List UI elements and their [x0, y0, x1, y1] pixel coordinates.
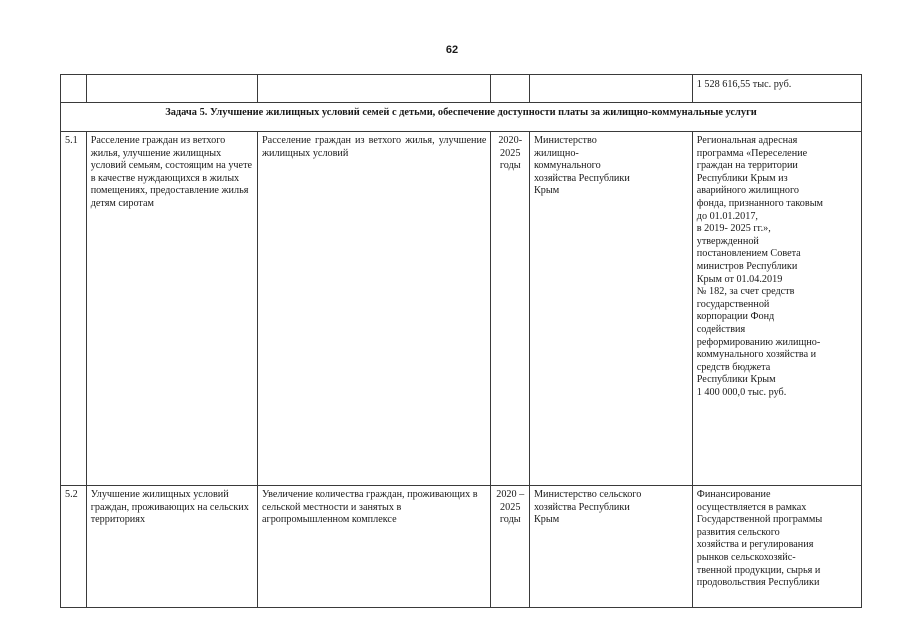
expected-result: Увеличение количества граждан, проживающих в сельской местности и занятых в агропромышленном комплексе — [258, 486, 491, 608]
cell-result — [258, 75, 491, 103]
funding-source: Региональная адресная программа «Переселение граждан на территории Республики Крым из аварийного жилищного фонда, признанного таковым до 01.01.2017, в 2019- 2025 гг.», утвержденной постановлением Совета министров Республики Крым от 01.04.2019 № 182, за счет средств государственной корпорации Фонд содействия реформированию жилищно- коммунального хозяйства и средств бюджета Республики Крым 1 400 000,0 тыс. руб. — [692, 132, 861, 486]
task-5-title: Задача 5. Улучшение жилищных условий семей с детьми, обеспечение доступности платы за жилищно-коммунальные услуги — [61, 103, 862, 132]
table-row — [61, 132, 862, 486]
row-number: 5.2 — [61, 486, 87, 608]
row-number: 5.1 — [61, 132, 87, 486]
measures-table — [60, 74, 862, 608]
table-row — [61, 486, 862, 608]
measure-name: Расселение граждан из ветхого жилья, улучшение жилищных условий семьям, состоящим на учете в качестве нуждающихся в жилых помещениях, предоставление жилья детям сиротам — [86, 132, 257, 486]
table-row-continuation — [61, 75, 862, 103]
measure-name: Улучшение жилищных условий граждан, проживающих на сельских территориях — [86, 486, 257, 608]
responsible-executor: Министерство жилищно- коммунального хозяйства Республики Крым — [530, 132, 693, 486]
task-header-row — [61, 103, 862, 132]
expected-result: Расселение граждан из ветхого жилья, улучшение жилищных условий — [258, 132, 491, 486]
cell-name — [86, 75, 257, 103]
implementation-years: 2020 – 2025 годы — [491, 486, 530, 608]
responsible-executor: Министерство сельского хозяйства Республики Крым — [530, 486, 693, 608]
cell-executor — [530, 75, 693, 103]
implementation-years: 2020- 2025 годы — [491, 132, 530, 486]
cell-years — [491, 75, 530, 103]
funding-source: Финансирование осуществляется в рамках Государственной программы развития сельского хозяйства и регулирования рынков сельскохозяйс- твенной продукции, сырья и продовольствия Республики — [692, 486, 861, 608]
cell-num — [61, 75, 87, 103]
page-number: 62 — [445, 44, 459, 56]
cell-amount: 1 528 616,55 тыс. руб. — [692, 75, 861, 103]
